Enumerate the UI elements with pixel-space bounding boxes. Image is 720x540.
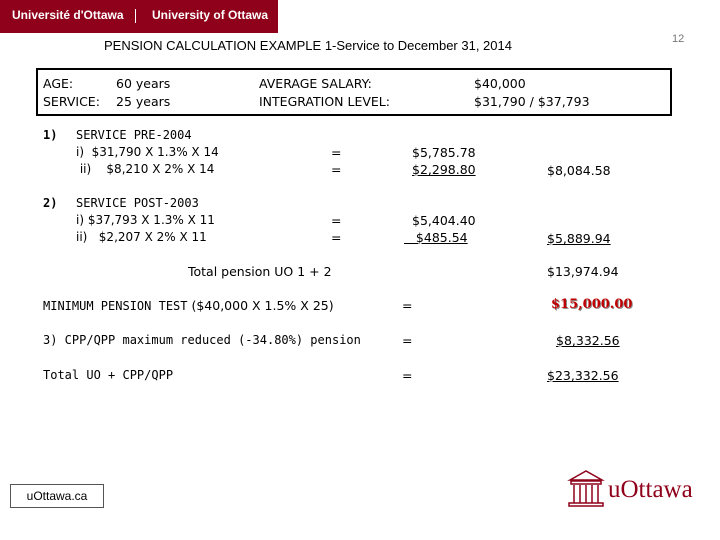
section2-eq1: = [331,213,342,228]
cpp-value: $8,332.56 [556,333,620,348]
grand-total-label: Total UO + CPP/QPP [43,368,174,382]
page-title: PENSION CALCULATION EXAMPLE 1-Service to December 31, 2014 [104,38,512,53]
univ-name-fr: Université d'Ottawa [12,8,124,22]
service-value: 25 years [116,94,171,109]
section1-val1: $5,785.78 [412,145,476,160]
section1-subtotal: $8,084.58 [547,163,611,178]
cpp-label: 3) CPP/QPP maximum reduced (-34.80%) pension [43,333,361,347]
total-uo-value: $13,974.94 [547,264,619,279]
avg-salary-label: AVERAGE SALARY: [259,76,372,91]
age-label: AGE: [43,76,74,91]
section2-val1: $5,404.40 [412,213,476,228]
section1-eq2: = [331,162,342,177]
site-link[interactable]: uOttawa.ca [10,484,104,508]
section1-heading: SERVICE PRE-2004 [76,128,192,142]
header-separator [135,9,136,23]
grand-total-eq: = [402,368,413,383]
section2-line2: ii) $2,207 X 2% X 11 [76,230,207,244]
slide-number: 12 [672,33,685,45]
building-icon [566,468,606,508]
avg-salary-value: $40,000 [474,76,526,91]
grand-total-value: $23,332.56 [547,368,619,383]
total-uo-label: Total pension UO 1 + 2 [188,264,332,279]
min-test-value: $15,000.00 [551,297,633,312]
univ-name-en: University of Ottawa [152,8,269,22]
section1-line2: ii) $8,210 X 2% X 14 [76,162,215,176]
integration-label: INTEGRATION LEVEL: [259,94,390,109]
logo-text: uOttawa [608,476,693,503]
section1-number: 1) [43,128,58,142]
section2-val2: $485.54 [404,230,468,245]
min-test-label-rest: ($40,000 X 1.5% X 25) [187,298,334,313]
min-test-label [43,298,334,313]
section2-line1: i) $37,793 X 1.3% X 11 [76,213,215,227]
age-value: 60 years [116,76,171,91]
min-test-eq: = [402,298,413,313]
service-label: SERVICE: [43,94,100,109]
section2-eq2: = [331,230,342,245]
cpp-eq: = [402,333,413,348]
header-banner [0,0,278,33]
section2-heading: SERVICE POST-2003 [76,196,199,210]
section1-val2: $2,298.80 [412,162,476,177]
min-test-label-strong: MINIMUM PENSION TEST [43,299,188,313]
uottawa-logo [566,468,706,508]
section1-line1: i) $31,790 X 1.3% X 14 [76,145,219,159]
section2-number: 2) [43,196,58,210]
section1-eq1: = [331,145,342,160]
header-bar [0,0,720,33]
integration-value: $31,790 / $37,793 [474,94,590,109]
section2-subtotal: $5,889.94 [547,231,611,246]
